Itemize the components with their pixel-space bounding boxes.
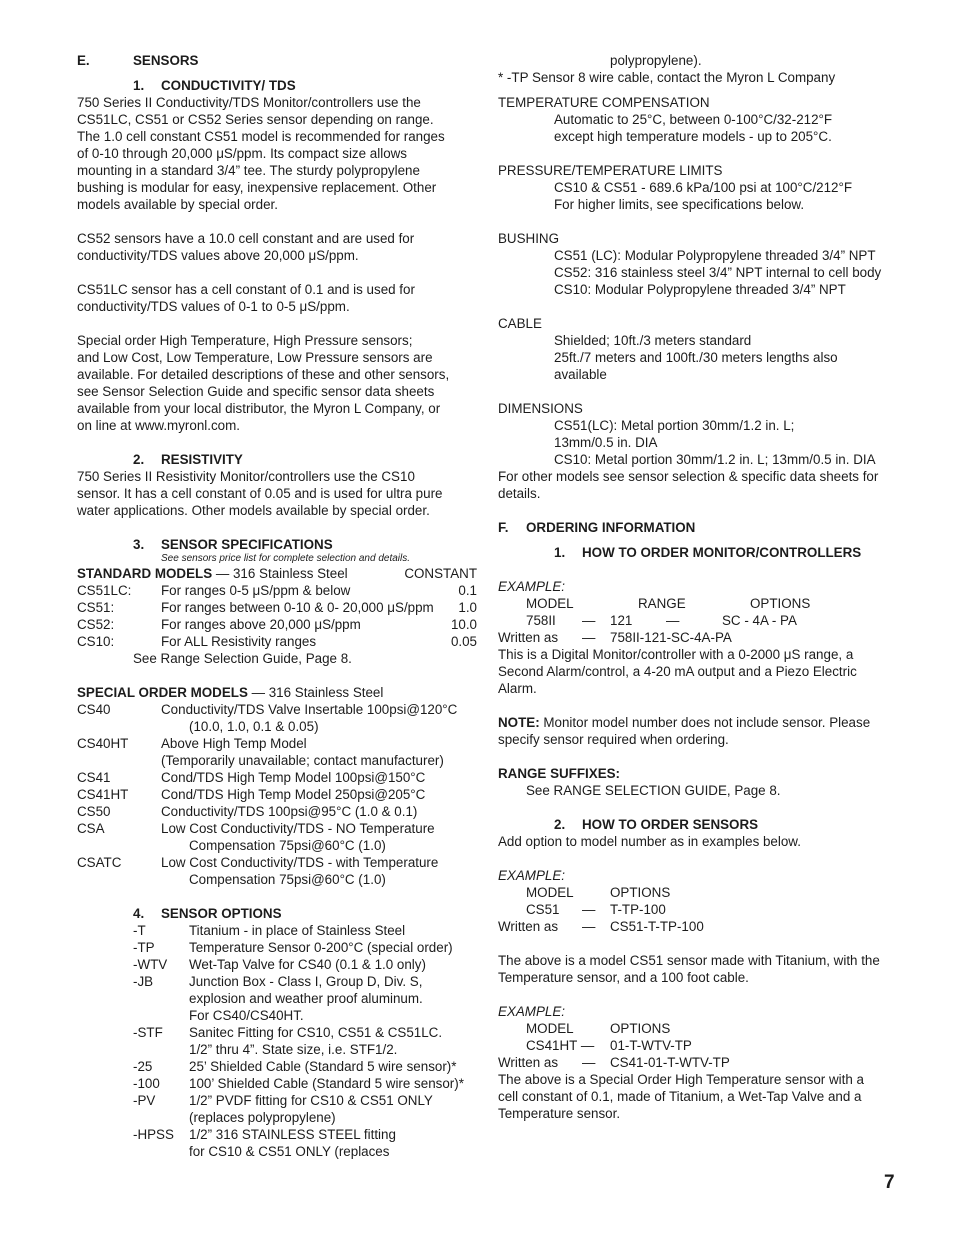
example-sensor-2: EXAMPLE: MODEL OPTIONS CS41HT — 01-T-WTV-TP Written as — CS41-01-T-WTV-TP The above is a Special Order High Temperature sensor with a cell constant of 0.1, made of Titanium, a Wet-Tap Valve and a Temperature sensor. (498, 1004, 864, 1121)
range-suffixes: RANGE SUFFIXES: See RANGE SELECTION GUIDE, Page 8. (498, 766, 781, 798)
table-row: CS41 Cond/TDS High Temp Model 100psi@150°C (77, 770, 426, 785)
conductivity-heading: 1. CONDUCTIVITY/ TDS (133, 78, 296, 93)
continued-line: polypropylene). (610, 53, 702, 68)
standard-models-header: STANDARD MODELS — 316 Stainless Steel CONSTANT (77, 566, 477, 581)
section-e-heading: E. SENSORS (77, 53, 199, 68)
temp-compensation: TEMPERATURE COMPENSATION Automatic to 25°C, between 0-100°C/32-212°F except high temperature models - up to 205°C. (498, 95, 833, 144)
order-monitor-heading: 1. HOW TO ORDER MONITOR/CONTROLLERS (554, 545, 862, 560)
list-item: -100 100’ Shielded Cable (Standard 5 wire sensor)* (133, 1076, 464, 1091)
table-row: CS40 Conductivity/TDS Valve Insertable 100psi@120°C (10.0, 1.0, 0.1 & 0.05) (77, 702, 458, 734)
sensor-specs-heading: 3. SENSOR SPECIFICATIONS (133, 537, 333, 552)
list-item: -T Titanium - in place of Stainless Steel (133, 923, 406, 938)
list-item: -WTV Wet-Tap Valve for CS40 (0.1 & 1.0 only) (133, 957, 426, 972)
list-item: -25 25’ Shielded Cable (Standard 5 wire sensor)* (133, 1059, 457, 1074)
cable: CABLE Shielded; 10ft./3 meters standard 25ft./7 meters and 100ft./30 meters lengths also available (498, 316, 838, 382)
standard-models-table (77, 582, 477, 650)
list-item: -HPSS 1/2” 316 STAINLESS STEEL fitting for CS10 & CS51 ONLY (replaces (133, 1127, 396, 1159)
table-row: CS41HT Cond/TDS High Temp Model 250psi@205°C (77, 787, 426, 802)
table-row: CS10: For ALL Resistivity ranges 0.05 (77, 634, 477, 649)
example-sensor-1: EXAMPLE: MODEL OPTIONS CS51 — T-TP-100 Written as — CS51-T-TP-100 The above is a model CS51 sensor made with Titanium, with the Temperature sensor, and a 100 foot cable. (498, 868, 880, 985)
bushing: BUSHING CS51 (LC): Modular Polypropylene threaded 3/4” NPT CS52: 316 stainless steel 3/4” NPT internal to cell body CS10: Modular Polypropylene threaded 3/4” NPT (498, 231, 882, 297)
table-row: CSATC Low Cost Conductivity/TDS - with Temperature Compensation 75psi@60°C (1.0) (77, 855, 439, 887)
price-list-note: See sensors price list for complete selection and details. (161, 553, 411, 564)
list-item: -TP Temperature Sensor 0-200°C (special order) (133, 940, 453, 955)
pressure-limits: PRESSURE/TEMPERATURE LIMITS CS10 & CS51 - 689.6 kPa/100 psi at 100°C/212°F For higher limits, see specifications below. (498, 163, 853, 212)
dimensions: DIMENSIONS CS51(LC): Metal portion 30mm/1.2 in. L; 13mm/0.5 in. DIA CS10: Metal portion 30mm/1.2 in. L; 13mm/0.5 in. DIA For other models see sensor selection & specific data sheets for details. (498, 401, 879, 501)
page-number: 7 (884, 1172, 895, 1193)
note: NOTE: Monitor model number does not include sensor. Please specify sensor required when ordering. (498, 715, 871, 747)
resistivity-heading: 2. RESISTIVITY (133, 452, 243, 467)
table-row: CS51LC: For ranges 0-5 μS/ppm & below 0.1 (77, 583, 477, 598)
table-row: CSA Low Cost Conductivity/TDS - NO Temperature Compensation 75psi@60°C (1.0) (77, 821, 435, 853)
order-sensors-heading: 2. HOW TO ORDER SENSORS (554, 817, 759, 832)
list-item: -JB Junction Box - Class I, Group D, Div. S, explosion and weather proof aluminum. For CS40/CS40HT. (133, 974, 423, 1023)
sensor-options-list (77, 922, 477, 1160)
table-row: CS51: For ranges between 0-10 & 0- 20,000 μS/ppm 1.0 (77, 600, 477, 615)
left-column (77, 52, 477, 1160)
section-f-heading: F. ORDERING INFORMATION (498, 520, 696, 535)
list-item: -PV 1/2” PVDF fitting for CS10 & CS51 ONLY (replaces polypropylene) (133, 1093, 433, 1125)
sensor-options-heading: 4. SENSOR OPTIONS (133, 906, 282, 921)
special-models-table (77, 701, 477, 888)
list-item: -STF Sanitec Fitting for CS10, CS51 & CS51LC. 1/2” thru 4”. State size, i.e. STF1/2. (133, 1025, 443, 1057)
table-row: CS50 Conductivity/TDS 100psi@95°C (1.0 & 0.1) (77, 804, 418, 819)
table-row: CS40HT Above High Temp Model (Temporarily unavailable; contact manufacturer) (77, 736, 444, 768)
conductivity-text: 750 Series II Conductivity/TDS Monitor/controllers use the CS51LC, CS51 or CS52 Series sensor depending on range. The 1.0 cell constant CS51 model is recommended for ranges of 0-10 through 20,000 μS/ppm. Its compact size allows mounting in a standard 3/4” tee. The sturdy polypropylene bushing is modular for easy, inexpensive replacement. Other models available by special order. CS52 sensors have a 10.0 cell constant and are used for conductivity/TDS values above 20,000 μS/ppm. CS51LC sensor has a cell constant of 0.1 and is used for conductivity/TDS values of 0-1 to 0-5 μS/ppm. Special order High Temperature, High Pressure sensors; and Low Cost, Low Temperature, Low Pressure sensors are available. For detailed descriptions of these and other sensors, see Sensor Selection Guide and specific sensor data sheets available from your local distributor, the Myron L Company, or on line at www.myronl.com. (77, 95, 450, 433)
special-models-header: SPECIAL ORDER MODELS — 316 Stainless Steel (77, 685, 384, 700)
table-row: CS52: For ranges above 20,000 μS/ppm 10.0 (77, 617, 477, 632)
right-column: polypropylene). * -TP Sensor 8 wire cable, contact the Myron L Company TEMPERATURE COMPENSATION Automatic to 25°C, between 0-100°C/32-212°F except high temperature models - up to 205°C. PRESSURE/TEMPERATURE LIMITS CS10 & CS51 - 689.6 kPa/100 psi at 100°C/212°F For higher limits, see specifications below. BUSHING CS51 (LC): Modular Polypropylene threaded 3/4” NPT CS52: 316 stainless steel 3/4” NPT internal to cell body CS10: Modular Polypropylene threaded 3/4” NPT CABLE Shielded; 10ft./3 meters standard 25ft./7 meters and 100ft./30 meters lengths also available DIMENSIONS CS51(LC): Metal portion 30mm/1.2 in. L; 13mm/0.5 in. DIA CS10: Metal portion 30mm/1.2 in. L; 13mm/0.5 in. DIA For other models see sensor selection & specific data sheets for details. F. ORDERING INFORMATION 1. HOW TO ORDER MONITOR/CONTROLLERS EXAMPLE: MODEL RANGE OPTIONS 758II — 121 — SC - 4A - PA Written as — 758II-121-SC-4A-PA This is a Digital Monitor/controller with a 0-2000 μS range, a Second Alarm/control, a 4-20 mA output and a Piezo Electric Alarm. NOTE: Monitor model number does not include sensor. Please specify sensor required when ordering. RANGE SUFFIXES: See RANGE SELECTION GUIDE, Page 8. 2. HOW TO ORDER SENSORS Add option to model number as in examples below. EXAMPLE: MODEL OPTIONS CS51 — T-TP-100 Written as — CS51-T-TP-100 The above is a model CS51 sensor made with Titanium, with the Temperature sensor, and a 100 foot cable. EXAMPLE: MODEL OPTIONS CS41HT — 01-T-WTV-TP Written as — CS41-01-T-WTV-TP The above is a Special Order High Temperature sensor with a cell constant of 0.1, made of Titanium, a Wet-Tap Valve and a Temperature sensor. (498, 52, 903, 1122)
example-monitor: EXAMPLE: MODEL RANGE OPTIONS 758II — 121 — SC - 4A - PA Written as — 758II-121-SC-4A-PA This is a Digital Monitor/controller with a 0-2000 μS range, a Second Alarm/control, a 4-20 mA output and a Piezo Electric Alarm. (498, 579, 857, 696)
range-guide-ref: See Range Selection Guide, Page 8. (133, 651, 352, 666)
resistivity-text: 750 Series II Resistivity Monitor/controllers use the CS10 sensor. It has a cell constant of 0.05 and is used for ultra pure water applications. Other models available by special order. (77, 469, 443, 518)
tp-note: * -TP Sensor 8 wire cable, contact the Myron L Company (498, 70, 836, 85)
